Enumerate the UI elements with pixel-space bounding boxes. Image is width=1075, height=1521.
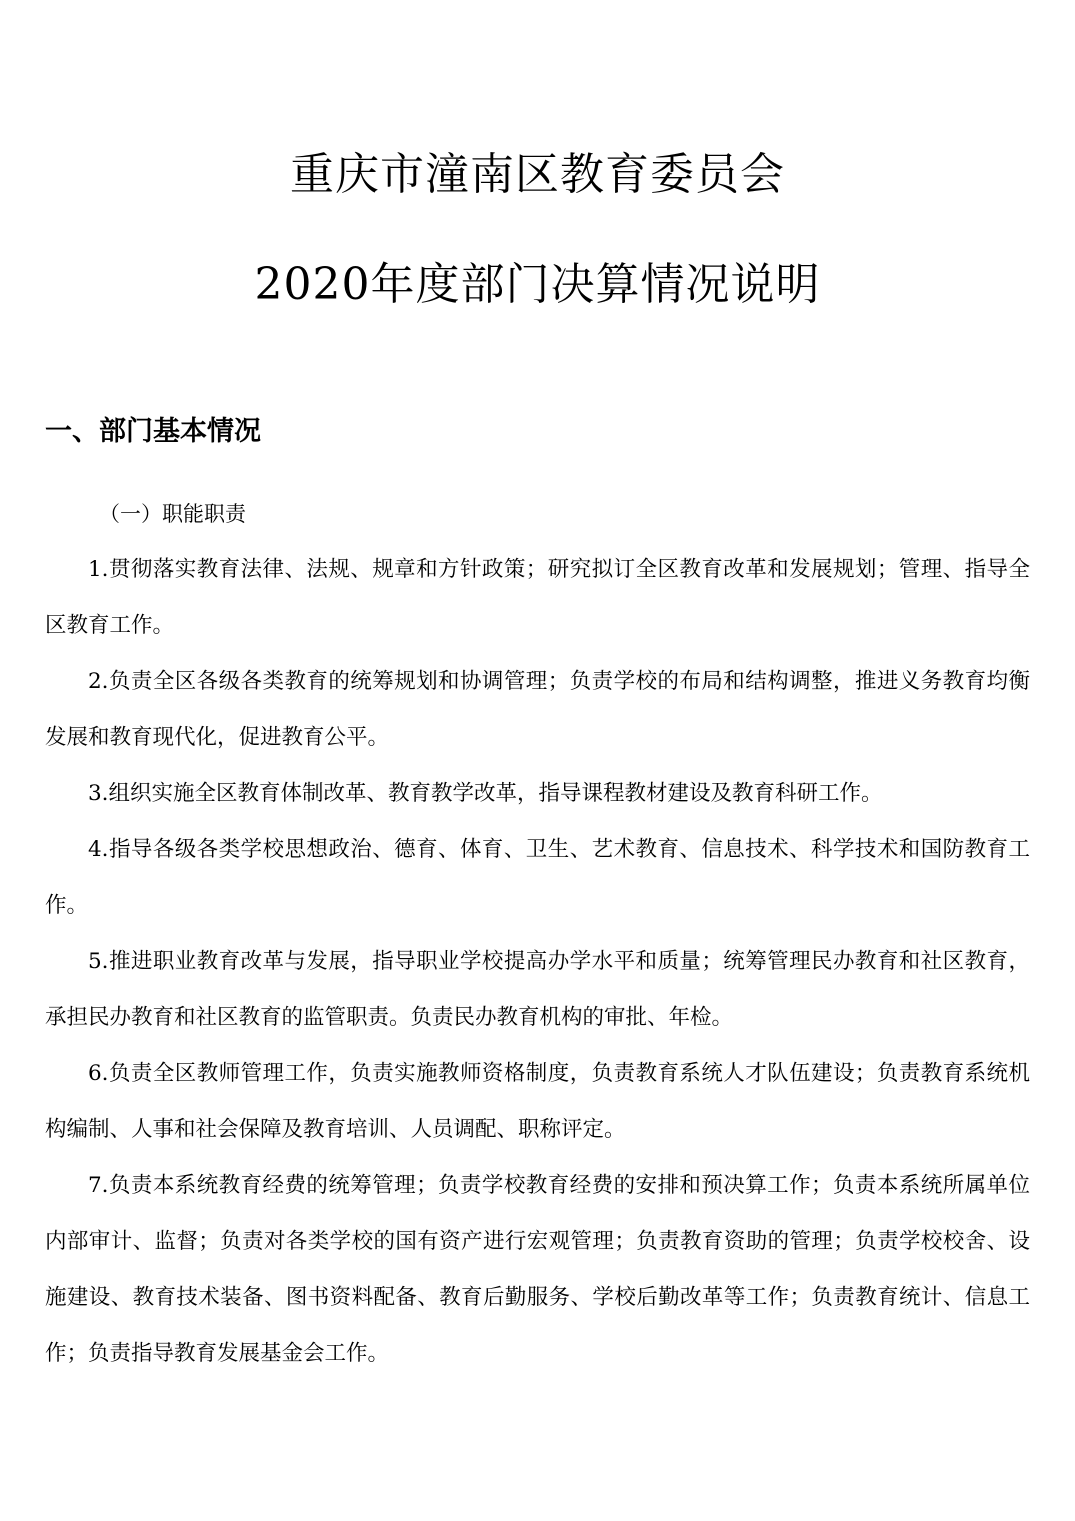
section-heading: 一、部门基本情况 [45,416,261,447]
paragraph-item-1: 1.贯彻落实教育法律、法规、规章和方针政策；研究拟订全区教育改革和发展规划；管理、指导全区教育工作。 [45,557,1030,638]
paragraph-item-5: 5.推进职业教育改革与发展，指导职业学校提高办学水平和质量；统筹管理民办教育和社区教育，承担民办教育和社区教育的监管职责。负责民办教育机构的审批、年检。 [45,949,1030,1030]
paragraph-item-6: 6.负责全区教师管理工作，负责实施教师资格制度，负责教育系统人才队伍建设；负责教育系统机构编制、人事和社会保障及教育培训、人员调配、职称评定。 [45,1061,1030,1142]
paragraph-item-3: 3.组织实施全区教育体制改革、教育教学改革，指导课程教材建设及教育科研工作。 [88,781,883,806]
subsection-heading: （一）职能职责 [99,502,246,526]
document-title-line-1: 重庆市潼南区教育委员会 [290,149,785,200]
paragraph-item-2: 2.负责全区各级各类教育的统筹规划和协调管理；负责学校的布局和结构调整，推进义务教育均衡发展和教育现代化，促进教育公平。 [45,669,1030,750]
paragraph-item-4: 4.指导各级各类学校思想政治、德育、体育、卫生、艺术教育、信息技术、科学技术和国防教育工作。 [45,837,1030,918]
document-title-line-2: 2020年度部门决算情况说明 [254,259,821,310]
paragraph-item-7: 7.负责本系统教育经费的统筹管理；负责学校教育经费的安排和预决算工作；负责本系统所属单位内部审计、监督；负责对各类学校的国有资产进行宏观管理；负责教育资助的管理；负责学校校舍、设施建设、教育技术装备、图书资料配备、教育后勤服务、学校后勤改革等工作；负责教育统计、信息工作；负责指导教育发展基金会工作。 [45,1173,1030,1366]
